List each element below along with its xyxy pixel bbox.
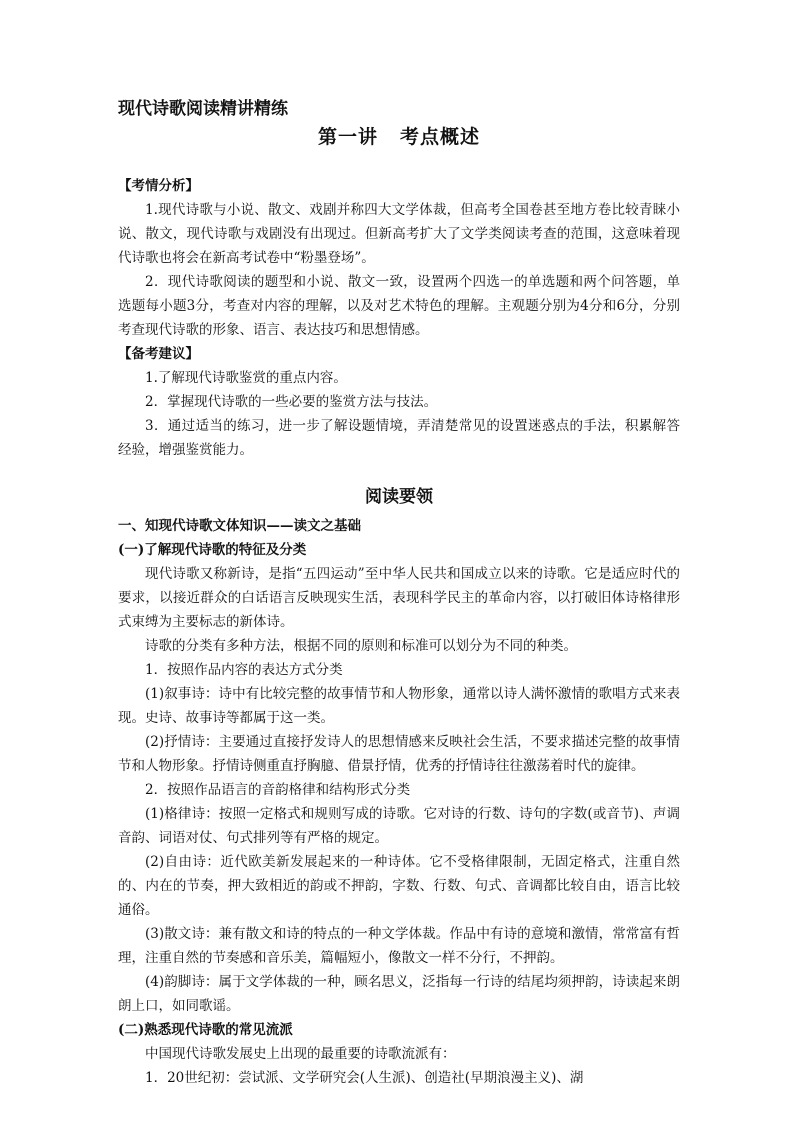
lecture-number: 第一讲 — [317, 126, 378, 148]
body-paragraph: (2)抒情诗：主要通过直接抒发诗人的思想情感来反映社会生活，不要求描述完整的故事情节和人物形象。抒情诗侧重直抒胸臆、借景抒情，优秀的抒情诗往往激荡着时代的旋律。 — [118, 734, 680, 774]
section-title: 阅读要领 — [365, 487, 433, 507]
category-heading: 2．按照作品语言的音韵格律和结构形式分类 — [145, 782, 411, 798]
exam-analysis-paragraph: 2．现代诗歌阅读的题型和小说、散文一致，设置两个四选一的单选题和两个问答题，单选题每小题3分，考查对内容的理解，以及对艺术特色的理解。主观题分别为4分和6分，分别考查现代诗歌的形象、语言、表达技巧和思想情感。 — [118, 274, 680, 338]
body-paragraph: (4)韵脚诗：属于文学体裁的一种，顾名思义，泛指每一行诗的结尾均须押韵，诗读起来朗朗上口，如同歌谣。 — [118, 974, 680, 1014]
body-paragraph: (2)自由诗：近代欧美新发展起来的一种诗体。它不受格律限制，无固定格式，注重自然的、内在的节奏，押大致相近的韵或不押韵，字数、行数、句式、音调都比较自由，语言比较通俗。 — [118, 854, 680, 918]
body-paragraph: (1)格律诗：按照一定格式和规则写成的诗歌。它对诗的行数、诗句的字数(或音节)、声调音韵、词语对仗、句式排列等有严格的规定。 — [118, 806, 680, 846]
prep-advice-heading: 【备考建议】 — [118, 346, 199, 362]
lecture-title — [118, 122, 680, 152]
document-page — [118, 96, 680, 1090]
body-paragraph: (3)散文诗：兼有散文和诗的特点的一种文学体裁。作品中有诗的意境和激情，常常富有哲理，注重自然的节奏感和音乐美，篇幅短小，像散文一样不分行，不押韵。 — [118, 926, 680, 966]
body-paragraph: 中国现代诗歌发展史上出现的最重要的诗歌流派有： — [145, 1046, 456, 1062]
body-paragraph: 现代诗歌又称新诗，是指“五四运动”至中华人民共和国成立以来的诗歌。它是适应时代的要求，以接近群众的白话语言反映现实生活，表现科学民主的革命内容，以打破旧体诗格律形式束缚为主要标志的新体诗。 — [118, 566, 680, 630]
body-paragraph: (1)叙事诗：诗中有比较完整的故事情节和人物形象，通常以诗人满怀激情的歌唱方式来表现。史诗、故事诗等都属于这一类。 — [118, 686, 680, 726]
exam-analysis-heading: 【考情分析】 — [118, 178, 199, 194]
lecture-topic: 考点概述 — [400, 126, 481, 148]
prep-advice-item: 3．通过适当的练习，进一步了解设题情境，弄清楚常见的设置迷惑点的手法，积累解答经验，增强鉴赏能力。 — [118, 418, 680, 458]
body-paragraph: 诗歌的分类有多种方法，根据不同的原则和标准可以划分为不同的种类。 — [145, 638, 577, 654]
prep-advice-item: 1.了解现代诗歌鉴赏的重点内容。 — [145, 370, 347, 386]
body-paragraph: 1．20世纪初：尝试派、文学研究会(人生派)、创造社(早期浪漫主义)、湖 — [145, 1070, 584, 1086]
part-heading: 一、知现代诗歌文体知识——读文之基础 — [118, 518, 361, 534]
subsection-heading: (二)熟悉现代诗歌的常见流派 — [118, 1022, 293, 1038]
prep-advice-item: 2．掌握现代诗歌的一些必要的鉴赏方法与技法。 — [145, 394, 438, 410]
category-heading: 1．按照作品内容的表达方式分类 — [145, 662, 343, 678]
document-title: 现代诗歌阅读精讲精练 — [118, 99, 288, 119]
subsection-heading: (一)了解现代诗歌的特征及分类 — [118, 542, 307, 558]
exam-analysis-paragraph: 1.现代诗歌与小说、散文、戏剧并称四大文学体裁，但高考全国卷甚至地方卷比较青睐小说、散文，现代诗歌与戏剧没有出现过。但新高考扩大了文学类阅读考查的范围，这意味着现代诗歌也将会在新高考试卷中“粉墨登场”。 — [118, 202, 680, 266]
